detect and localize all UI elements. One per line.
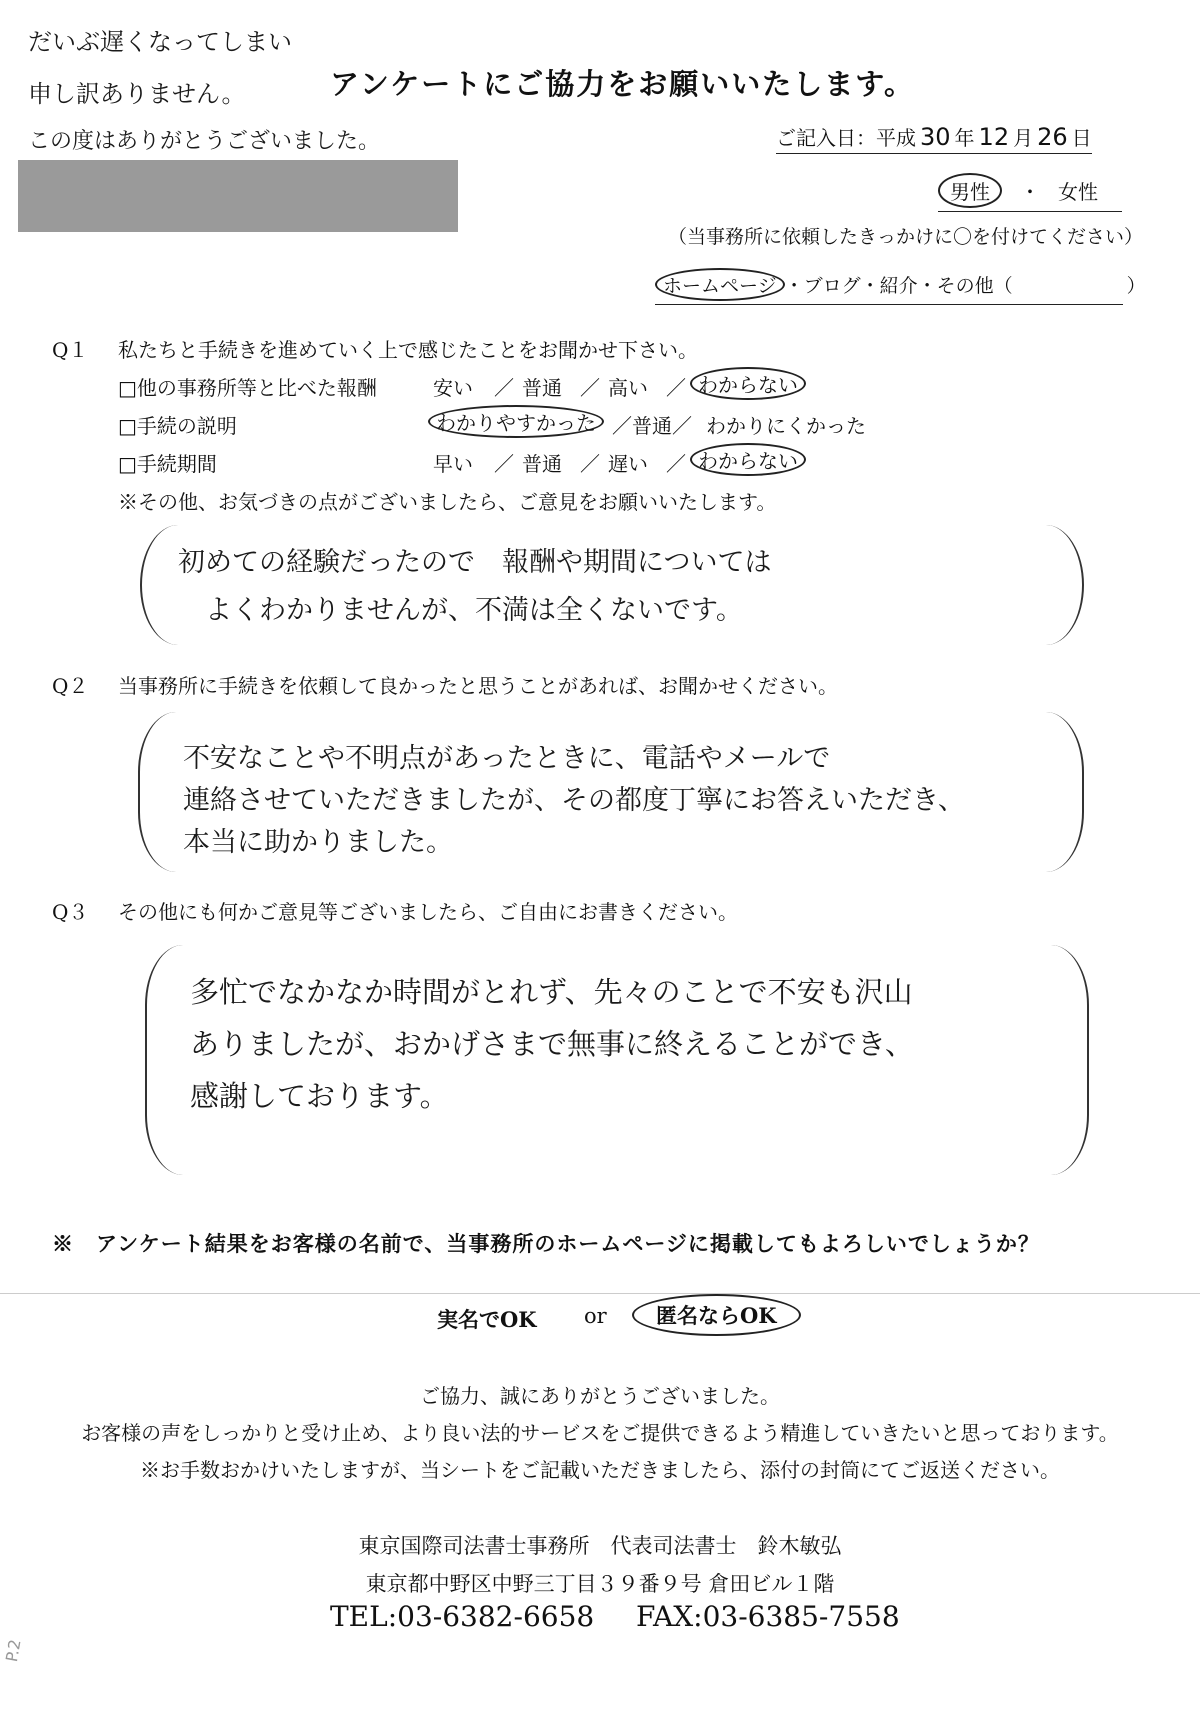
q1-period-normal[interactable]: 普通 [522, 452, 562, 476]
referral-instruction: （当事務所に依頼したきっかけに〇を付けてください） [668, 226, 1144, 248]
q1-period-fast[interactable]: 早い [433, 452, 473, 476]
office-fax: FAX:03-6385-7558 [636, 1600, 900, 1633]
q3-answer-line-1: 多忙でなかなか時間がとれず、先々のことで不安も沢山 [190, 975, 913, 1009]
page-side-mark: P.2 [2, 1637, 25, 1664]
date-month: 12 [978, 123, 1010, 151]
q1-explanation-normal[interactable]: ／普通／ [612, 414, 692, 438]
q1-period-slash: ／ [666, 452, 686, 476]
gender-female-option[interactable]: 女性 [1058, 180, 1098, 204]
q3-question: その他にも何かご意見等ございましたら、ご自由にお書きください。 [118, 900, 738, 924]
date-year: 30 [920, 123, 951, 151]
handwritten-note-line-3: この度はありがとうございました。 [28, 129, 381, 154]
q2-answer-line-2: 連絡させていただきましたが、その都度丁寧にお答えいただき、 [183, 785, 965, 816]
q1-question: 私たちと手続きを進めていく上で感じたことをお聞かせ下さい。 [118, 338, 698, 362]
q2-question: 当事務所に手続きを依頼して良かったと思うことがあれば、お聞かせください。 [118, 674, 838, 698]
q2-answer-line-3: 本当に助かりました。 [183, 827, 453, 858]
referral-homepage-option[interactable]: ホームページ [655, 268, 785, 301]
q1-row-fee-label: □他の事務所等と比べた報酬 [118, 376, 377, 400]
gender-male-option[interactable]: 男性 [938, 173, 1002, 208]
date-year-unit: 年 [954, 126, 975, 150]
q3-answer-line-3: 感謝しております。 [190, 1079, 449, 1113]
office-tel: TEL:03-6382-6658 [330, 1600, 595, 1633]
q2-label: Q２ [52, 674, 89, 698]
entry-date [776, 122, 1092, 154]
permission-question: ※ アンケート結果をお客様の名前で、当事務所のホームページに掲載してもよろしいでしょうか？ [52, 1231, 1040, 1256]
q1-answer-line-1: 初めての経験だったので 報酬や期間については [178, 547, 772, 578]
q1-period-slash: ／ [580, 452, 600, 476]
gender-field [938, 173, 1122, 212]
q2-answer-line-1: 不安なことや不明点があったときに、電話やメールで [183, 743, 831, 774]
referral-field [655, 268, 1146, 305]
permission-or: or [584, 1304, 607, 1328]
handwritten-note-line-1: だいぶ遅くなってしまい [28, 28, 292, 56]
q1-fee-normal[interactable]: 普通 [522, 376, 562, 400]
permission-anonymous-option[interactable]: 匿名ならOK [632, 1294, 801, 1336]
q1-row-period-label: □手続期間 [118, 452, 217, 476]
closing-thanks: ご協力、誠にありがとうございました。 [420, 1384, 780, 1408]
q1-period-unknown[interactable]: わからない [690, 443, 806, 476]
date-label: ご記入日：平成 [776, 126, 916, 150]
q1-period-slow[interactable]: 遅い [608, 452, 648, 476]
permission-real-name-option[interactable]: 実名でOK [437, 1307, 537, 1332]
q1-answer-line-2: よくわかりませんが、不満は全くないです。 [205, 595, 743, 626]
q1-fee-high[interactable]: 高い [608, 376, 648, 400]
handwritten-note-line-2: 申し訳ありません。 [28, 80, 246, 108]
q3-label: Q３ [52, 900, 89, 924]
date-day-unit: 日 [1071, 126, 1092, 150]
date-day: 26 [1037, 123, 1068, 151]
q1-other-prompt: ※その他、お気づきの点がございましたら、ご意見をお願いいたします。 [118, 490, 777, 514]
closing-return-instruction: ※お手数おかけいたしますが、当シートをご記載いただきましたら、添付の封筒にてご返送ください。 [140, 1458, 1060, 1482]
q1-explanation-unclear[interactable]: わかりにくかった [706, 414, 866, 438]
redacted-area [18, 160, 458, 232]
q1-label: Q１ [52, 338, 89, 362]
office-address: 東京都中野区中野三丁目３９番９号 倉田ビル１階 [365, 1572, 835, 1596]
q1-fee-slash: ／ [494, 376, 514, 400]
q1-fee-cheap[interactable]: 安い [433, 376, 473, 400]
date-month-unit: 月 [1013, 126, 1034, 150]
q1-fee-unknown[interactable]: わからない [690, 367, 806, 400]
q1-explanation-clear[interactable]: わかりやすかった [428, 405, 604, 438]
closing-commitment: お客様の声をしっかりと受け止め、より良い法的サービスをご提供できるよう精進していきたいと思っております。 [81, 1421, 1119, 1445]
q1-row-explanation-label: □手続の説明 [118, 414, 237, 438]
page-title: アンケートにご協力をお願いいたします。 [330, 67, 915, 101]
q1-fee-slash: ／ [580, 376, 600, 400]
q1-period-slash: ／ [494, 452, 514, 476]
q3-answer-line-2: ありましたが、おかげさまで無事に終えることができ、 [190, 1027, 914, 1061]
q1-fee-slash: ／ [666, 376, 686, 400]
referral-other-options: ・ブログ・紹介・その他（ ） [784, 275, 1146, 297]
gender-separator: ・ [1020, 180, 1040, 204]
fold-line [0, 1293, 1200, 1294]
office-name: 東京国際司法書士事務所 代表司法書士 鈴木敏弘 [358, 1534, 842, 1558]
